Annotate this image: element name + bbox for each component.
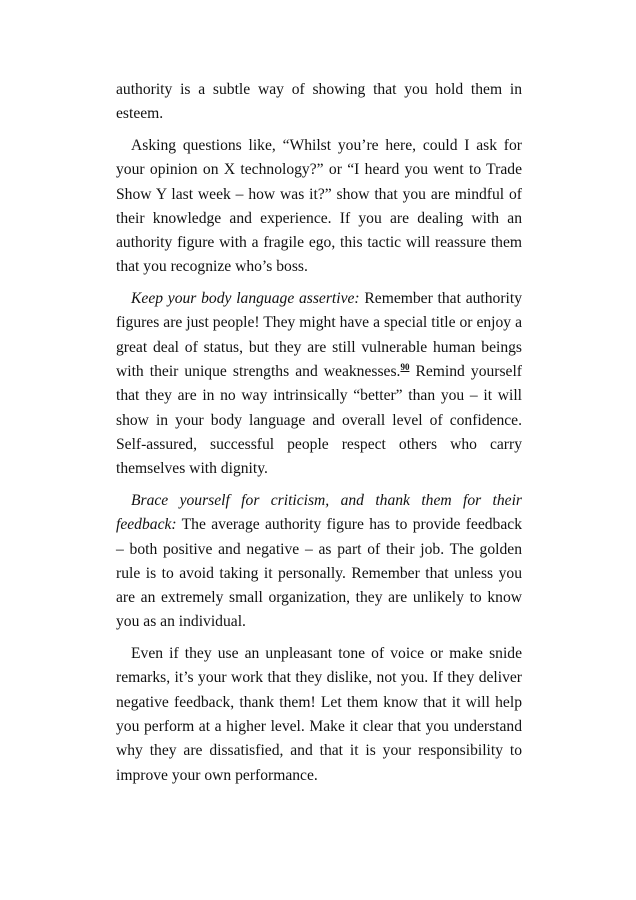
document-page: [116, 78, 522, 795]
paragraph-text: Asking questions like, “Whilst you’re here, could I ask for your opinion on X technology?” or “I heard you went to Trade Show Y last week – how was it?” show that you are mindful of their knowledge and experience. If you are dealing with an authority figure with a fragile ego, this tactic will reassure them that you recognize who’s boss.: [116, 136, 522, 276]
paragraph-lead-heading: Brace yourself for criticism, and thank them for their feedback:: [116, 491, 522, 534]
footnote-reference[interactable]: 90: [400, 362, 410, 373]
paragraph-negative-feedback: [116, 642, 522, 788]
paragraph-continuation: [116, 78, 522, 127]
paragraph-criticism: [116, 489, 522, 635]
paragraph-text: Even if they use an unpleasant tone of voice or make snide remarks, it’s your work that they dislike, not you. If they deliver negative feedback, thank them! Let them know that it will help you perform at a higher level. Make it clear that you understand why they are dissatisfied, and that it is your responsibility to improve your own performance.: [116, 645, 522, 784]
paragraph-text: Remember that authority figures are just people! They might have a special title or enjoy a great deal of status, but they are still vulnerable human beings with their unique strengths and weaknesses.: [116, 290, 522, 381]
paragraph-text: authority is a subtle way of showing that you hold them in esteem.: [116, 81, 522, 123]
paragraph-asking-questions: [116, 134, 522, 280]
paragraph-text: Remind yourself that they are in no way intrinsically “better” than you – it will show in your body language and overall level of confidence. Self-assured, successful people respect others who carry themselves with dignity.: [116, 363, 523, 478]
paragraph-lead-heading: Keep your body language assertive:: [131, 290, 360, 308]
paragraph-body-language: [116, 287, 522, 481]
paragraph-text: The average authority figure has to provide feedback – both positive and negative – as part of their job. The golden rule is to avoid taking it personally. Remember that unless you are an extremely small organization, they are unlikely to know you as an individual.: [116, 516, 522, 631]
